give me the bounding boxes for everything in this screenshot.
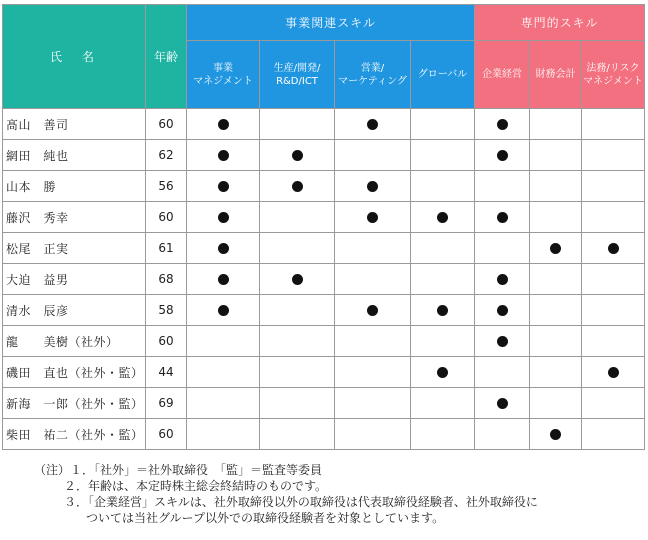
skill-dot-icon [292, 150, 303, 161]
skill-dot-icon [608, 243, 619, 254]
skill-cell [475, 388, 530, 419]
skill-dot-icon [367, 305, 378, 316]
skill-dot-icon [367, 119, 378, 130]
skill-dot-icon [497, 305, 508, 316]
skill-cell [582, 295, 645, 326]
skill-cell [411, 202, 475, 233]
director-age: 60 [146, 326, 187, 357]
skill-cell [582, 357, 645, 388]
table-row [3, 264, 645, 295]
director-age: 60 [146, 419, 187, 450]
skill-cell [530, 419, 582, 450]
skill-header-label: 事業 マネジメント [193, 62, 253, 87]
skill-cell [411, 140, 475, 171]
skill-dot-icon [550, 429, 561, 440]
skill-dot-icon [367, 212, 378, 223]
skill-cell [335, 264, 411, 295]
skill-cell [260, 140, 335, 171]
skill-cell [411, 295, 475, 326]
skill-cell [260, 357, 335, 388]
footnotes [34, 462, 538, 526]
skill-dot-icon [218, 181, 229, 192]
skill-cell [187, 295, 260, 326]
skill-cell [411, 233, 475, 264]
skill-header-global [411, 41, 475, 109]
director-age: 58 [146, 295, 187, 326]
table-row [3, 357, 645, 388]
skill-cell [475, 233, 530, 264]
skill-cell [475, 326, 530, 357]
table-row [3, 388, 645, 419]
skill-header-finance-accounting [530, 41, 582, 109]
skill-cell [260, 419, 335, 450]
skill-cell [475, 109, 530, 140]
skill-dot-icon [218, 305, 229, 316]
skill-cell [260, 264, 335, 295]
skill-cell [411, 109, 475, 140]
table-row [3, 140, 645, 171]
skill-cell [187, 171, 260, 202]
skill-header-label: 企業経営 [482, 69, 523, 80]
skill-cell [582, 109, 645, 140]
skill-dot-icon [292, 274, 303, 285]
skill-matrix-table [2, 4, 645, 450]
skill-cell [335, 326, 411, 357]
skill-cell [260, 171, 335, 202]
skill-cell [335, 202, 411, 233]
skill-cell [582, 140, 645, 171]
skill-cell [187, 109, 260, 140]
skill-cell [187, 264, 260, 295]
skill-cell [411, 419, 475, 450]
director-name: 網田 純也 [3, 140, 146, 171]
director-name: 柴田 祐二（社外・監） [3, 419, 146, 450]
skill-cell [187, 326, 260, 357]
skill-cell [260, 295, 335, 326]
skill-cell [335, 109, 411, 140]
skill-cell [582, 202, 645, 233]
skill-dot-icon [218, 212, 229, 223]
skill-cell [582, 326, 645, 357]
skill-cell [530, 171, 582, 202]
skill-cell [335, 140, 411, 171]
skill-cell [475, 295, 530, 326]
skill-cell [411, 357, 475, 388]
skill-dot-icon [497, 398, 508, 409]
skill-cell [530, 357, 582, 388]
director-name: 藤沢 秀幸 [3, 202, 146, 233]
table-row [3, 109, 645, 140]
footnote-1: （注）１．「社外」＝社外取締役 「監」＝監査等委員 [34, 463, 323, 477]
skill-cell [475, 264, 530, 295]
skill-dot-icon [218, 243, 229, 254]
skill-cell [530, 140, 582, 171]
director-age: 56 [146, 171, 187, 202]
skill-dot-icon [437, 305, 448, 316]
skill-dot-icon [497, 150, 508, 161]
skill-cell [530, 264, 582, 295]
skill-cell [187, 419, 260, 450]
skill-cell [260, 326, 335, 357]
skill-header-label: 法務/リスク マネジメント [583, 62, 643, 87]
director-age: 62 [146, 140, 187, 171]
skill-header-label: 営業/ マーケティング [338, 62, 407, 87]
skill-dot-icon [497, 336, 508, 347]
skill-cell [530, 109, 582, 140]
skill-cell [187, 140, 260, 171]
skill-cell [582, 419, 645, 450]
director-name: 髙山 善司 [3, 109, 146, 140]
skill-cell [260, 388, 335, 419]
skill-cell [411, 326, 475, 357]
director-name: 山本 勝 [3, 171, 146, 202]
skill-cell [475, 202, 530, 233]
expert-skills-group-header: 専門的スキル [475, 5, 645, 41]
skill-header-business-management [187, 41, 260, 109]
skill-cell [530, 326, 582, 357]
skill-cell [335, 295, 411, 326]
skill-dot-icon [218, 150, 229, 161]
skill-cell [475, 140, 530, 171]
skill-dot-icon [367, 181, 378, 192]
footnote-2: ２．年齢は、本定時株主総会終結時のものです。 [64, 479, 328, 493]
skill-cell [530, 233, 582, 264]
skill-cell [187, 233, 260, 264]
footnote-3-continued: ついては当社グループ以外での取締役経験者を対象としています。 [86, 511, 445, 525]
skill-cell [582, 233, 645, 264]
director-name: 磯田 直也（社外・監） [3, 357, 146, 388]
director-age: 68 [146, 264, 187, 295]
skill-header-corporate-management [475, 41, 530, 109]
footnote-3: ３．「企業経営」スキルは、社外取締役以外の取締役は代表取締役経験者、社外取締役に [64, 495, 538, 509]
skill-dot-icon [437, 367, 448, 378]
skill-cell [187, 357, 260, 388]
skill-cell [260, 233, 335, 264]
skill-cell [260, 109, 335, 140]
skill-cell [530, 388, 582, 419]
table-row [3, 171, 645, 202]
skill-cell [187, 388, 260, 419]
skill-cell [475, 357, 530, 388]
skill-dot-icon [437, 212, 448, 223]
skill-cell [260, 202, 335, 233]
skill-dot-icon [497, 274, 508, 285]
skill-dot-icon [497, 212, 508, 223]
skill-cell [582, 171, 645, 202]
skill-cell [335, 388, 411, 419]
age-header: 年齢 [146, 5, 187, 109]
skill-cell [335, 357, 411, 388]
skill-cell [335, 419, 411, 450]
skill-cell [411, 264, 475, 295]
director-name: 新海 一郎（社外・監） [3, 388, 146, 419]
director-name: 松尾 正実 [3, 233, 146, 264]
skill-cell [582, 388, 645, 419]
skill-dot-icon [550, 243, 561, 254]
skill-header-sales-marketing [335, 41, 411, 109]
skill-header-label: 生産/開発/ R&D/ICT [273, 62, 321, 87]
director-age: 60 [146, 202, 187, 233]
skill-dot-icon [218, 274, 229, 285]
skill-cell [411, 171, 475, 202]
skill-cell [582, 264, 645, 295]
skill-cell [187, 202, 260, 233]
table-row [3, 295, 645, 326]
table-row [3, 233, 645, 264]
director-name: 龍 美樹（社外） [3, 326, 146, 357]
table-row [3, 326, 645, 357]
director-name: 清水 辰彦 [3, 295, 146, 326]
table-row [3, 419, 645, 450]
skill-header-production-rd-ict [260, 41, 335, 109]
table-row [3, 202, 645, 233]
skill-dot-icon [292, 181, 303, 192]
skill-header-legal-risk [582, 41, 645, 109]
skill-cell [411, 388, 475, 419]
skill-cell [530, 202, 582, 233]
skill-dot-icon [218, 119, 229, 130]
skill-cell [335, 171, 411, 202]
director-age: 61 [146, 233, 187, 264]
name-header: 氏 名 [3, 5, 146, 109]
skill-cell [530, 295, 582, 326]
director-age: 44 [146, 357, 187, 388]
skill-header-label: グローバル [417, 69, 468, 80]
skill-cell [335, 233, 411, 264]
director-age: 69 [146, 388, 187, 419]
skill-header-label: 財務会計 [535, 69, 576, 80]
skill-cell [475, 419, 530, 450]
skill-dot-icon [608, 367, 619, 378]
business-skills-group-header: 事業関連スキル [187, 5, 475, 41]
skill-dot-icon [497, 119, 508, 130]
skill-matrix-body [3, 109, 645, 450]
director-age: 60 [146, 109, 187, 140]
skill-cell [475, 171, 530, 202]
director-name: 大迫 益男 [3, 264, 146, 295]
